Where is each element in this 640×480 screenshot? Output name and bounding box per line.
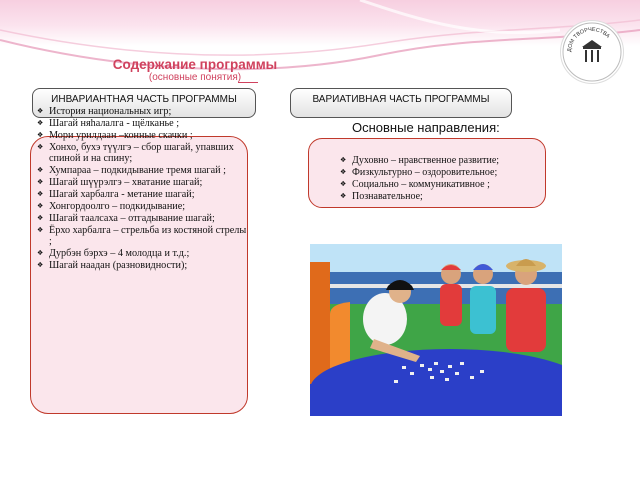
list-item: ❖ Шагай няhалалга - щёлканье ; <box>37 118 247 129</box>
list-item: ❖ Познавательное; <box>340 191 550 202</box>
directions-title: Основные направления: <box>352 120 500 135</box>
list-item: ❖ Шагай таалсаха – отгадывание шагай; <box>37 213 247 224</box>
logo-emblem-icon <box>561 21 623 83</box>
list-item: ❖ Хумпараа – подкидывание тремя шагай ; <box>37 165 247 176</box>
list-item: ❖ Хонхо, бухэ түүлгэ – сбор шагай, упавших спиной и на спину; <box>37 142 247 165</box>
list-item: ❖ Дурбэн бэрхэ – 4 молодца и т.д.; <box>37 248 247 259</box>
invariant-list <box>37 106 247 272</box>
variative-heading: ВАРИАТИВНАЯ ЧАСТЬ ПРОГРАММЫ <box>290 88 512 118</box>
list-item: ❖ Шагай шүүрэлгэ – хватание шагай; <box>37 177 247 188</box>
list-item: ❖ Шагай наадан (разновидности); <box>37 260 247 271</box>
list-item: ❖ Хонгордоолго – подкидывание; <box>37 201 247 212</box>
page-title: Содержание программы <box>112 57 278 72</box>
list-item: ❖ Мори урилдаан –конные скачки ; <box>37 130 247 141</box>
photo-illustration <box>310 244 562 416</box>
subtitle-underline <box>238 82 258 83</box>
list-item: ❖ Физкультурно – оздоровительное; <box>340 167 550 178</box>
list-item: ❖ Социально – коммуникативное ; <box>340 179 550 190</box>
logo <box>560 20 624 84</box>
photo-children-playing-shagai <box>310 244 562 416</box>
list-item: ❖ Ёрхо харбалга – стрельба из костяной стрелы ; <box>37 225 247 248</box>
list-item: ❖ Шагай харбалга - метание шагай; <box>37 189 247 200</box>
list-item: ❖ История национальных игр; <box>37 106 247 117</box>
list-item: ❖ Духовно – нравственное развитие; <box>340 155 550 166</box>
page-subtitle: (основные понятия) <box>148 72 242 83</box>
logo-text: ДОМ ТВОРЧЕСТВА <box>566 26 611 53</box>
directions-list <box>340 155 550 203</box>
invariant-heading: ИНВАРИАНТНАЯ ЧАСТЬ ПРОГРАММЫ <box>32 88 256 118</box>
